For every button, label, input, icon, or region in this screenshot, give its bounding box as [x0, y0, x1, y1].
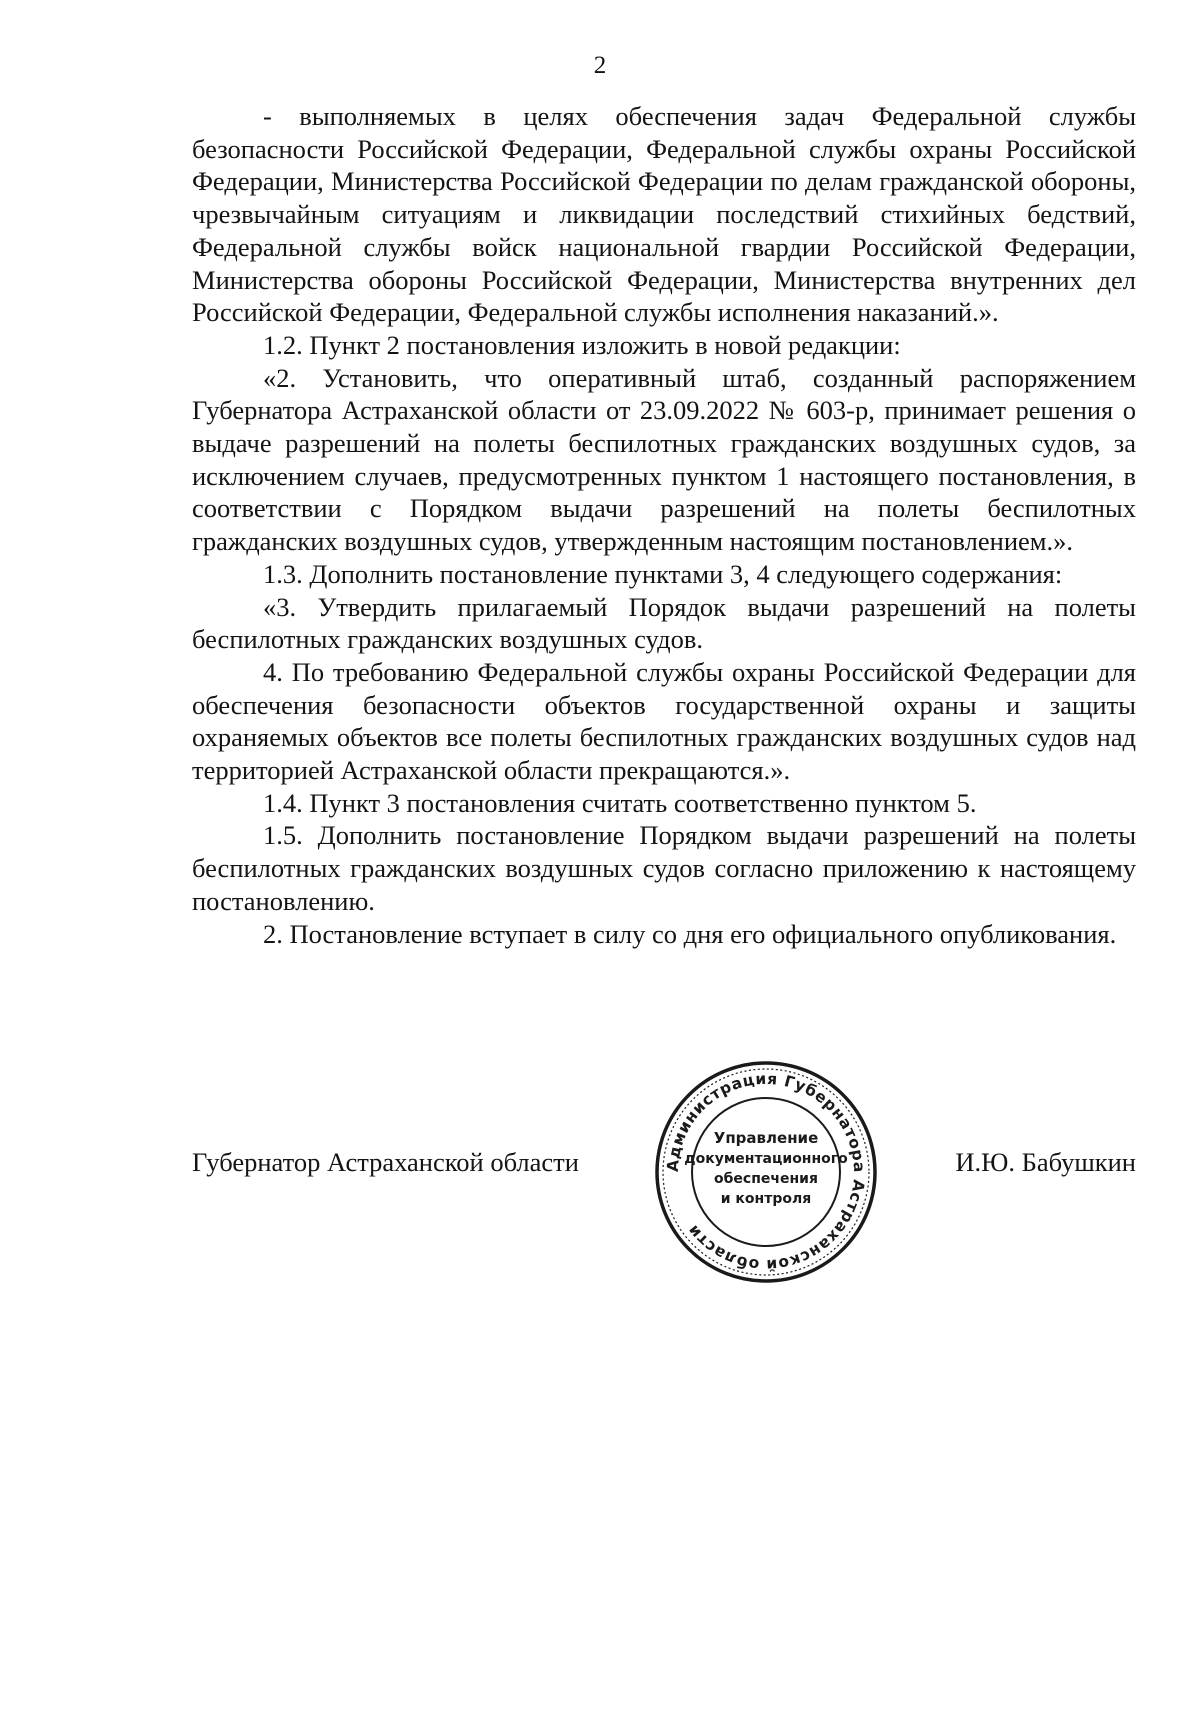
official-seal-stamp	[652, 1058, 880, 1286]
seal-line-4: и контроля	[720, 1191, 812, 1207]
paragraph-list-item-continuation: - выполняемых в целях обеспечения задач Федеральной службы безопасности Российской Федерации, Федеральной службы охраны Российской Федерации, Министерства Российской Федерации по делам гражданской обороны, чрезвычайным ситуациям и ликвидации последствий стихийных бедствий, Федеральной службы войск национальной гвардии Российской Федерации, Министерства обороны Российской Федерации, Министерства внутренних дел Российской Федерации, Федеральной службы исполнения наказаний.».	[192, 101, 1136, 328]
paragraph-item-1-4: 1.4. Пункт 3 постановления считать соответственно пунктом 5.	[263, 787, 977, 818]
seal-line-3: обеспечения	[714, 1171, 818, 1187]
seal-line-2: документационного	[684, 1151, 848, 1167]
paragraph-new-point-3: «3. Утвердить прилагаемый Порядок выдачи разрешений на полеты беспилотных гражданских воздушных судов.	[192, 591, 1136, 655]
paragraph-item-1-5: 1.5. Дополнить постановление Порядком выдачи разрешений на полеты беспилотных гражданских воздушных судов согласно приложению к настоящему постановлению.	[192, 820, 1136, 916]
paragraph-item-1-3: 1.3. Дополнить постановление пунктами 3, 4 следующего содержания:	[263, 558, 1063, 589]
seal-outer-text-path: Администрация Губернатора Астраханской области	[663, 1069, 869, 1275]
document-body	[192, 100, 1136, 950]
paragraph-new-point-4: 4. По требованию Федеральной службы охраны Российской Федерации для обеспечения безопасности объектов государственной охраны и защиты охраняемых объектов все полеты беспилотных гражданских воздушных судов над территорией Астраханской области прекращаются.».	[192, 656, 1136, 786]
paragraph-new-point-2: «2. Установить, что оперативный штаб, созданный распоряжением Губернатора Астраханской области от 23.09.2022 № 603-р, принимает решения о выдаче разрешений на полеты беспилотных гражданских воздушных судов, за исключением случаев, предусмотренных пунктом 1 настоящего постановления, в соответствии с Порядком выдачи разрешений на полеты беспилотных гражданских воздушных судов, утвержденным настоящим постановлением.».	[192, 362, 1136, 557]
signatory-position: Губернатор Астраханской области	[192, 1147, 579, 1177]
paragraph-item-1-2: 1.2. Пункт 2 постановления изложить в новой редакции:	[263, 329, 901, 360]
paragraph-item-2: 2. Постановление вступает в силу со дня его официального опубликования.	[263, 918, 1117, 949]
seal-line-1: Управление	[713, 1129, 819, 1147]
signatory-name: И.Ю. Бабушкин	[955, 1147, 1136, 1177]
page-number: 2	[593, 52, 607, 79]
